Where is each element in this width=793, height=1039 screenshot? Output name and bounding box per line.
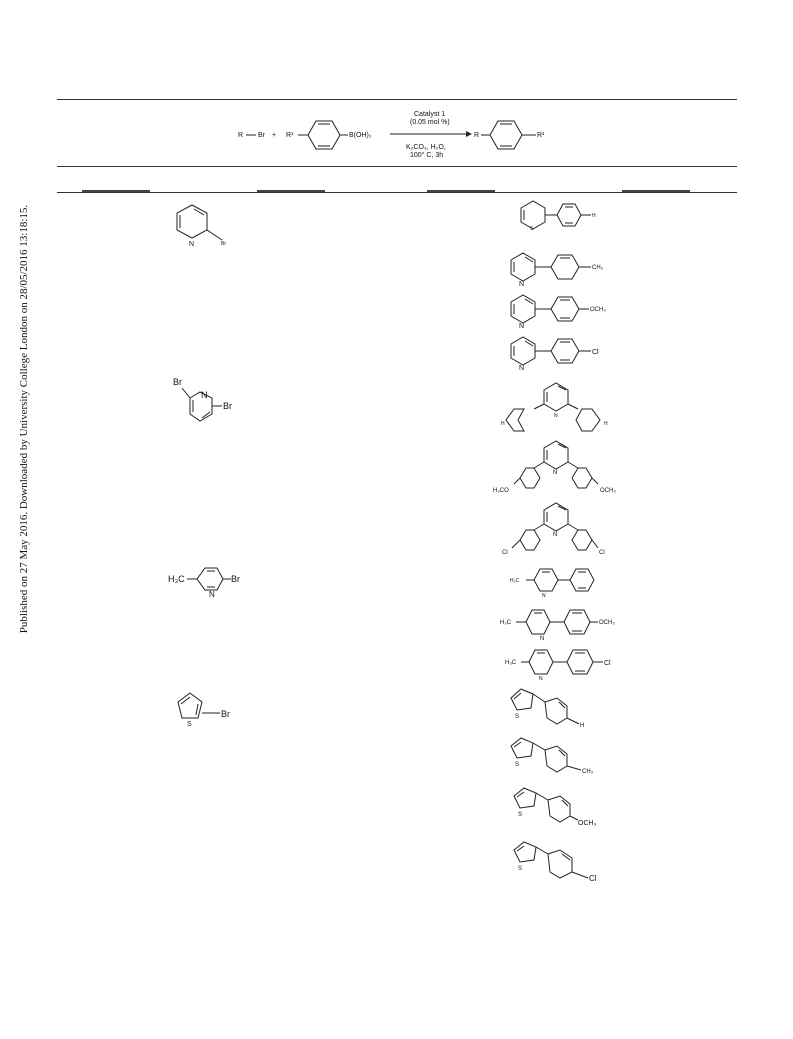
substrate-3-n: N <box>209 590 215 599</box>
scheme-base: K₂CO₃, H₂O, <box>406 144 446 151</box>
scheme-product-r1: R¹ <box>537 132 545 139</box>
scheme-loading: (0.05 mol %) <box>410 119 450 126</box>
column-rule-1 <box>82 190 150 192</box>
substrate-1-br: Br <box>221 241 226 247</box>
scheme-product-r: R <box>474 132 480 139</box>
substrate-2-br-left: Br <box>173 377 182 387</box>
product-prefix: H₃C <box>510 578 520 584</box>
product-substituent-right: Cl <box>599 550 605 556</box>
substrate-2-n: N <box>201 390 208 400</box>
table-top-rule <box>57 99 737 100</box>
substrate-3-br: Br <box>231 574 240 584</box>
product-structure <box>505 684 615 730</box>
column-rule-2 <box>257 190 325 192</box>
product-substituent-left: H₃CO <box>493 488 509 494</box>
product-structure <box>505 290 615 328</box>
product-structure <box>515 198 605 234</box>
product-structure <box>505 644 625 684</box>
substrate-2-bromothiophene <box>170 688 245 733</box>
product-heteroatom: N <box>540 636 545 642</box>
product-heteroatom: N <box>539 676 543 682</box>
scheme-conditions: 100° C, 3h <box>410 152 444 159</box>
product-heteroatom: N <box>554 413 558 419</box>
publication-margin-note: Published on 27 May 2016. Downloaded by University College London on 28/05/2016 13:18:15. <box>18 204 30 634</box>
product-substituent-left: Cl <box>502 550 508 556</box>
scheme-catalyst: Catalyst 1 <box>414 111 446 118</box>
scheme-boronic: B(OH)₂ <box>349 132 372 139</box>
product-structure <box>505 332 615 372</box>
product-structure <box>498 376 618 436</box>
product-prefix: H₃C <box>505 660 517 666</box>
product-structure <box>505 248 615 286</box>
product-heteroatom: N <box>519 365 525 372</box>
product-structure <box>490 438 625 498</box>
product-substituent-right: H <box>604 421 608 427</box>
product-heteroatom: N <box>542 593 546 599</box>
product-prefix: H₃C <box>500 620 512 626</box>
product-structure <box>500 602 625 642</box>
scheme-br: Br <box>258 132 265 139</box>
substrate-3-methyl: H₃C <box>168 574 185 584</box>
column-rule-3 <box>427 190 495 192</box>
product-substituent-right: OCH₃ <box>600 488 616 494</box>
column-rule-4 <box>622 190 690 192</box>
product-structure <box>510 562 610 598</box>
product-substituent-left: H <box>501 421 505 427</box>
product-heteroatom: N <box>553 470 558 476</box>
product-substituent: H <box>592 213 596 219</box>
product-substituent: CH₃ <box>582 769 594 775</box>
substrate-4-br: Br <box>221 709 230 719</box>
substrate-1-n: N <box>189 241 195 248</box>
product-structure <box>505 734 620 780</box>
substrate-2-bromo-5-methylpyridine <box>165 560 255 600</box>
scheme-r: R <box>238 132 244 139</box>
product-substituent: Cl <box>592 349 599 356</box>
substrate-2-br-right: Br <box>223 401 232 411</box>
substrate-4-s: S <box>187 721 192 728</box>
product-substituent: Cl <box>604 660 611 667</box>
product-heteroatom: S <box>518 866 523 872</box>
table-scheme-rule <box>57 166 737 167</box>
product-substituent: H <box>580 723 585 729</box>
product-heteroatom: S <box>518 812 523 818</box>
substrate-2-6-dibromopyridine <box>170 372 250 427</box>
scheme-r1: R¹ <box>286 132 294 139</box>
product-heteroatom: S <box>515 762 520 768</box>
product-heteroatom: N <box>519 281 525 288</box>
reaction-scheme <box>230 104 570 164</box>
product-heteroatom: N <box>553 532 558 538</box>
product-heteroatom: S <box>515 714 520 720</box>
scheme-plus: + <box>272 132 277 139</box>
product-substituent: OCH₃ <box>590 307 606 313</box>
product-heteroatom: S <box>530 226 534 232</box>
product-substituent: OCH₃ <box>578 820 597 827</box>
product-structure <box>508 784 623 830</box>
product-structure <box>498 500 618 560</box>
product-substituent: Cl <box>589 874 597 883</box>
product-substituent: CH₃ <box>592 265 604 271</box>
product-substituent: OCH₃ <box>599 620 615 626</box>
product-heteroatom: N <box>519 323 525 330</box>
product-structure <box>508 838 623 888</box>
table-header-rule <box>57 192 737 193</box>
substrate-2-bromopyridine <box>170 200 240 250</box>
